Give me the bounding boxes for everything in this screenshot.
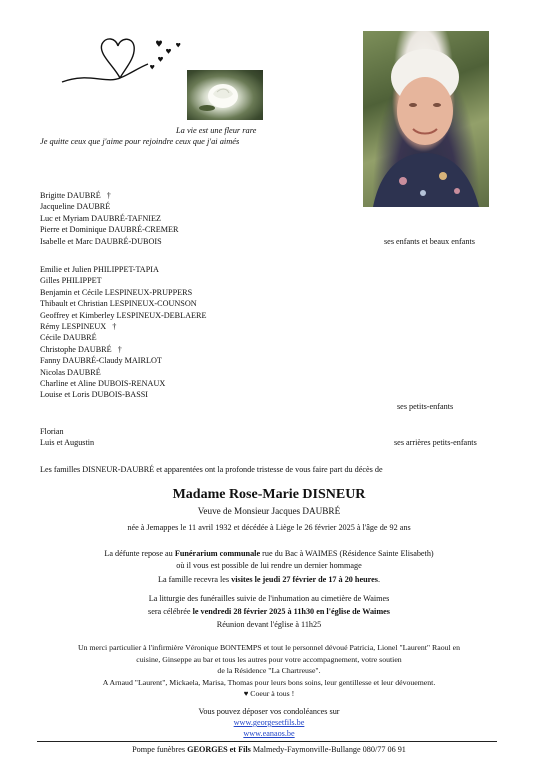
condolences-text: Vous pouvez déposer vos condoléances sur [198, 707, 340, 716]
thanks-line-2: cuisine, Ginseppe au bar et tous les autres pour votre accompagnement, votre soutien [136, 654, 402, 664]
cross-icon: † [117, 344, 122, 354]
footer-divider [37, 741, 497, 742]
deceased-name: Madame Rose-Marie DISNEUR [172, 487, 366, 502]
grandchildren-label: ses petits-enfants [397, 402, 454, 411]
list-item: Emilie et Julien PHILIPPET-TAPIA [40, 265, 159, 274]
thanks-line-3: de la Résidence "La Chartreuse". [217, 666, 321, 676]
portrait-photo [363, 31, 489, 207]
list-item: Geoffrey et Kimberley LESPINEUX-DEBLAERE [40, 310, 207, 320]
quote-line-2: Je quitte ceux que j'aime pour rejoindre ceux que j'ai aimés [40, 137, 240, 146]
list-item: Gilles PHILIPPET [40, 276, 102, 286]
thanks-line-1: Un merci particulier à l'infirmière Véronique BONTEMPS et tout le personnel dévoué Patricia, Lionel "Laurent" Raoul en [78, 643, 460, 652]
children-label: ses enfants et beaux enfants [384, 237, 475, 246]
great-grandchildren-label: ses arrières petits-enfants [394, 438, 477, 447]
list-item: Nicolas DAUBRÉ [40, 367, 101, 377]
children-list [40, 190, 179, 247]
list-item: Pierre et Dominique DAUBRÉ-CREMER [40, 225, 179, 235]
list-item: Jacqueline DAUBRÉ [40, 202, 111, 212]
deceased-dates: née à Jemappes le 11 avril 1932 et décédée à Liège le 26 février 2025 à l'âge de 92 ans [127, 523, 411, 532]
grandchildren-list [40, 264, 207, 401]
list-item: Louise et Loris DUBOIS-BASSI [40, 390, 149, 400]
thanks-line-4: A Arnaud "Laurent", Mickaela, Marisa, Thomas pour leurs bons soins, leur gentillesse et leur dévouement. [102, 677, 436, 687]
quote-line-1: La vie est une fleur rare [176, 126, 257, 135]
cross-icon: † [106, 191, 111, 200]
list-item: Cécile DAUBRÉ [40, 333, 97, 343]
link-eanaos[interactable]: www.eanaos.be [243, 729, 295, 739]
great-grandchildren-list [40, 426, 94, 449]
service-line-2: sera célébrée le vendredi 28 février 2025 à 11h30 en l'église de Waimes [148, 607, 390, 616]
list-item: Christophe DAUBRÉ † [40, 344, 122, 354]
visitation-line-3: La famille recevra les visites le jeudi 27 février de 17 à 20 heures. [157, 575, 381, 584]
list-item: Florian [40, 427, 64, 436]
thanks-block [18, 642, 520, 700]
list-item: Rémy LESPINEUX † [40, 321, 117, 331]
deceased-spouse: Veuve de Monsieur Jacques DAUBRÉ [197, 506, 341, 516]
footer: Pompe funèbres GEORGES et Fils Malmedy-Faymonville-Bullange 080/77 06 91 [132, 745, 406, 754]
cross-icon: † [112, 321, 117, 331]
list-item: Brigitte DAUBRÉ † [40, 191, 111, 200]
list-item: Benjamin et Cécile LESPINEUX-PRUPPERS [40, 287, 193, 297]
heart-icon: ♥ [243, 689, 249, 699]
list-item: Luis et Augustin [40, 438, 95, 448]
service-line-1: La litturgie des funérailles suivie de l'inhumation au cimetière de Waimes [148, 594, 390, 603]
link-georgesetfils[interactable]: www.georgesetfils.be [233, 718, 305, 727]
list-item: Luc et Myriam DAUBRÉ-TAFNIEZ [40, 213, 161, 223]
condolences-links [0, 717, 538, 740]
list-item: Charline et Aline DUBOIS-RENAUX [40, 378, 166, 388]
list-item: Fanny DAUBRÉ-Claudy MAIRLOT [40, 356, 162, 366]
white-rose-photo [187, 70, 263, 120]
list-item: Thibault et Christian LESPINEUX-COUNSON [40, 299, 197, 309]
thanks-line-5: ♥ Coeur à tous ! [243, 689, 295, 699]
service-line-3: Réunion devant l'église à 11h25 [216, 620, 322, 629]
heart-swirl-icon [58, 34, 190, 90]
list-item: Isabelle et Marc DAUBRÉ-DUBOIS [40, 236, 162, 246]
visitation-line-2: où il vous est possible de lui rendre un dernier hommage [176, 561, 362, 570]
visitation-line-1: La défunte repose au Funérarium communale rue du Bac à WAIMES (Résidence Sainte Elisabeth) [104, 549, 434, 558]
announcement: Les familles DISNEUR-DAUBRÉ et apparentées ont la profonde tristesse de vous faire part du décès de [40, 465, 383, 474]
